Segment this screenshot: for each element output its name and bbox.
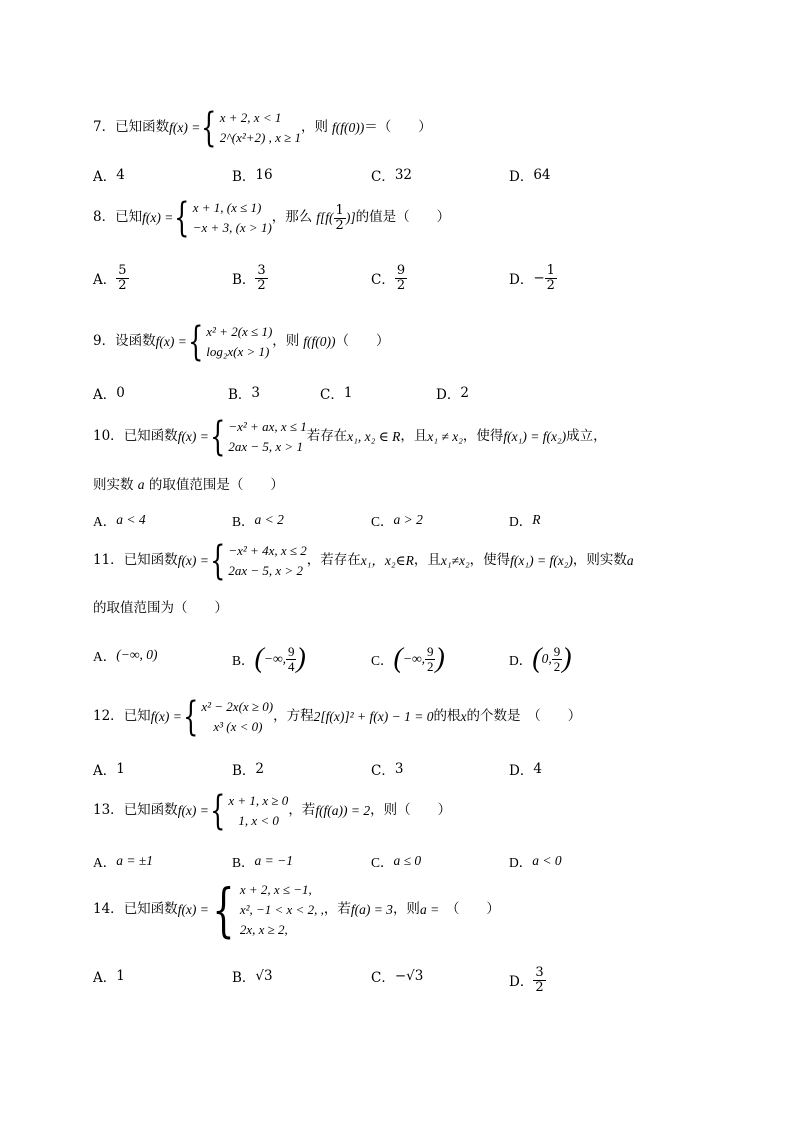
stem-tail: ，则实数	[572, 552, 627, 569]
brace-icon: {	[187, 319, 204, 365]
option-c[interactable]: C． a ≤ 0	[371, 853, 422, 870]
case-2: log₂x(x > 1)	[206, 344, 270, 359]
option-c[interactable]: C． −√3	[371, 968, 424, 986]
piecewise	[209, 538, 307, 584]
option-a[interactable]: A． 4	[93, 167, 125, 185]
question-number: 9．	[93, 333, 116, 350]
question-10-line2: 则实数 a 的取值范围是（ ）	[93, 477, 284, 493]
stem-text: ，方程	[273, 708, 314, 725]
question-10: 10． 已知函数 f(x) = { −x² + ax, x ≤ 1 2ax − 5, x > 1 若存在 x₁, x₂ ∈ R ，且 x₁ ≠ x₂ ，使得 f(x₁) = f(x₂) 成立，	[93, 414, 607, 460]
brace-icon: {	[212, 876, 235, 944]
piecewise	[209, 414, 307, 460]
expression-close: )]	[345, 210, 356, 226]
case-1: x + 2, x ≤ −1,	[239, 882, 312, 897]
option-a[interactable]: A． 1	[93, 968, 125, 986]
stem-text: 设函数	[115, 333, 156, 350]
equation: f(x₁) = f(x₂)	[510, 553, 573, 569]
option-d[interactable]: D． R	[509, 512, 541, 529]
question-number: 13．	[93, 802, 124, 819]
stem-text: 已知函数	[123, 552, 178, 569]
brace-icon: {	[209, 788, 226, 834]
option-b[interactable]: B． 16	[232, 167, 273, 185]
condition: x₁, x₂ ∈ R	[347, 429, 401, 445]
option-c[interactable]: C． ( −∞, $\frac{9}{2}$ )	[371, 643, 445, 675]
stem-text: ，若	[323, 901, 351, 918]
stem-text: 已知函数	[115, 119, 170, 136]
option-c[interactable]: C． 32	[371, 167, 413, 185]
stem-tail: 的值是（ ）	[355, 209, 451, 226]
option-a[interactable]: A． (−∞, 0)	[93, 647, 158, 664]
stem-text: ，则	[272, 333, 300, 350]
case-1: x + 2, x < 1	[219, 110, 282, 125]
stem-text: 已知函数	[123, 802, 178, 819]
function-def: f(x) =	[155, 334, 187, 350]
piecewise	[182, 694, 274, 740]
piecewise	[209, 788, 289, 834]
expression: f[f(	[316, 210, 334, 226]
option-d[interactable]: D． ( 0, $\frac{9}{2}$ )	[509, 643, 572, 675]
case-2: x³ (x < 0)	[213, 719, 263, 734]
brace-icon: {	[174, 195, 190, 241]
option-a[interactable]: A． 1	[93, 761, 125, 779]
equation: f(x₁) = f(x₂)	[503, 429, 567, 445]
question-number: 14．	[93, 901, 124, 918]
piecewise	[173, 195, 272, 241]
fraction: $\frac{1}{2}$	[335, 202, 344, 233]
option-b[interactable]: B． √3	[232, 968, 273, 986]
stem-text: 已知	[123, 708, 151, 725]
piecewise	[187, 319, 273, 365]
option-c[interactable]: C． 1	[320, 385, 353, 403]
option-c[interactable]: C． $\frac{9}{2}$	[371, 263, 406, 293]
option-a[interactable]: A． $\frac{5}{2}$	[93, 263, 127, 293]
question-14: 14． 已知函数 f(x) = { x + 2, x ≤ −1, x², −1 < x < 2, , 2x, x ≥ 2, ，若 f(a) = 3 ，则 a = （ ）	[93, 876, 500, 944]
function-def: f(x) =	[169, 120, 201, 136]
question-11: 11． 已知函数 f(x) = { −x² + 4x, x ≤ 2 2ax − 5, x > 2 ，若存在 x₁，x₂∈R ，且 x₁≠x₂ ，使得 f(x₁) = f(x₂) ，则实数 a	[93, 538, 634, 584]
stem-tail: 成立，	[566, 428, 607, 445]
equation: 2[f(x)]² + f(x) − 1 = 0	[313, 709, 434, 725]
question-number: 7．	[93, 119, 116, 136]
option-d[interactable]: D． $\frac{3}{2}$	[509, 965, 544, 995]
stem-tail: （ ）	[335, 333, 390, 350]
case-2: 2ax − 5, x > 2	[228, 563, 303, 578]
stem-text: ，若存在	[306, 552, 361, 569]
question-number: 8．	[93, 209, 116, 226]
brace-icon: {	[201, 105, 217, 151]
option-d[interactable]: D． 4	[509, 761, 542, 779]
case-1: x² + 2(x ≤ 1)	[206, 324, 273, 339]
function-def: f(x) =	[177, 429, 209, 445]
condition-2: x₁≠x₂	[440, 553, 470, 569]
condition-2: x₁ ≠ x₂	[427, 429, 463, 445]
function-def: f(x) =	[142, 210, 174, 226]
function-def: f(x) =	[177, 803, 209, 819]
expression: f(f(0))	[303, 334, 336, 350]
option-b[interactable]: B． a < 2	[232, 512, 284, 529]
piecewise	[209, 876, 324, 944]
stem-text: ，则	[301, 119, 329, 136]
option-b[interactable]: B． 2	[232, 761, 265, 779]
case-2: 1, x < 0	[238, 813, 279, 828]
option-a[interactable]: A． a = ±1	[93, 853, 154, 870]
case-1: −x² + ax, x ≤ 1	[228, 419, 307, 434]
case-2: 2^(x²+2) , x ≥ 1	[219, 130, 302, 145]
stem-tail: ＝（ ）	[364, 119, 432, 136]
case-2: −x + 3, (x > 1)	[192, 220, 272, 235]
question-number: 10．	[93, 428, 124, 445]
condition: x₁，x₂∈R	[360, 553, 414, 569]
stem-text: 已知函数	[123, 428, 178, 445]
option-c[interactable]: C． a > 2	[371, 512, 423, 529]
case-1: x + 1, (x ≤ 1)	[192, 200, 262, 215]
question-number: 11．	[93, 552, 124, 569]
brace-icon: {	[209, 538, 226, 584]
case-3: 2x, x ≥ 2,	[239, 922, 288, 937]
equation: f(f(a)) = 2	[315, 803, 371, 819]
option-b[interactable]: B． $\frac{3}{2}$	[232, 263, 266, 293]
stem-text: ，若	[288, 802, 316, 819]
equation: f(a) = 3	[350, 902, 393, 918]
option-d[interactable]: D． a < 0	[509, 853, 562, 870]
question-8	[93, 195, 451, 241]
function-def: f(x) =	[150, 709, 182, 725]
option-b[interactable]: B． a = −1	[232, 853, 293, 870]
brace-icon: {	[182, 694, 199, 740]
option-d[interactable]: D． 2	[436, 385, 469, 403]
case-1: x² − 2x(x ≥ 0)	[201, 699, 274, 714]
stem-text: ，那么	[271, 209, 313, 226]
stem-text: 若存在	[306, 428, 348, 445]
question-7	[93, 105, 432, 151]
case-2: 2ax − 5, x > 1	[228, 439, 303, 454]
function-def: f(x) =	[177, 553, 209, 569]
question-13: 13． 已知函数 f(x) = { x + 1, x ≥ 0 1, x < 0 ，若 f(f(a)) = 2 ，则（ ）	[93, 788, 452, 834]
option-b[interactable]: B． ( −∞, $\frac{9}{4}$ )	[232, 643, 306, 675]
brace-icon: {	[209, 414, 226, 460]
piecewise	[200, 105, 302, 151]
stem-text: 已知函数	[123, 901, 178, 918]
case-1: −x² + 4x, x ≤ 2	[228, 543, 307, 558]
case-2: x², −1 < x < 2, ,	[239, 902, 324, 917]
option-d[interactable]: D． 64	[509, 167, 551, 185]
option-b[interactable]: B． 3	[228, 385, 261, 403]
option-d[interactable]: D． − $\frac{1}{2}$	[509, 263, 555, 293]
stem-text: 已知	[115, 209, 143, 226]
expression: f(f(0))	[332, 120, 365, 136]
option-a[interactable]: A． a < 4	[93, 512, 146, 529]
question-12: 12． 已知 f(x) = { x² − 2x(x ≥ 0) x³ (x < 0) ，方程 2[f(x)]² + f(x) − 1 = 0 的根 x 的个数是 （ ）	[93, 694, 582, 740]
question-9	[93, 319, 390, 365]
function-def: f(x) =	[177, 902, 209, 918]
question-11-line2: 的取值范围为（ ）	[93, 600, 228, 616]
option-a[interactable]: A． 0	[93, 385, 125, 403]
case-1: x + 1, x ≥ 0	[228, 793, 289, 808]
option-c[interactable]: C． 3	[371, 761, 404, 779]
question-number: 12．	[93, 708, 124, 725]
